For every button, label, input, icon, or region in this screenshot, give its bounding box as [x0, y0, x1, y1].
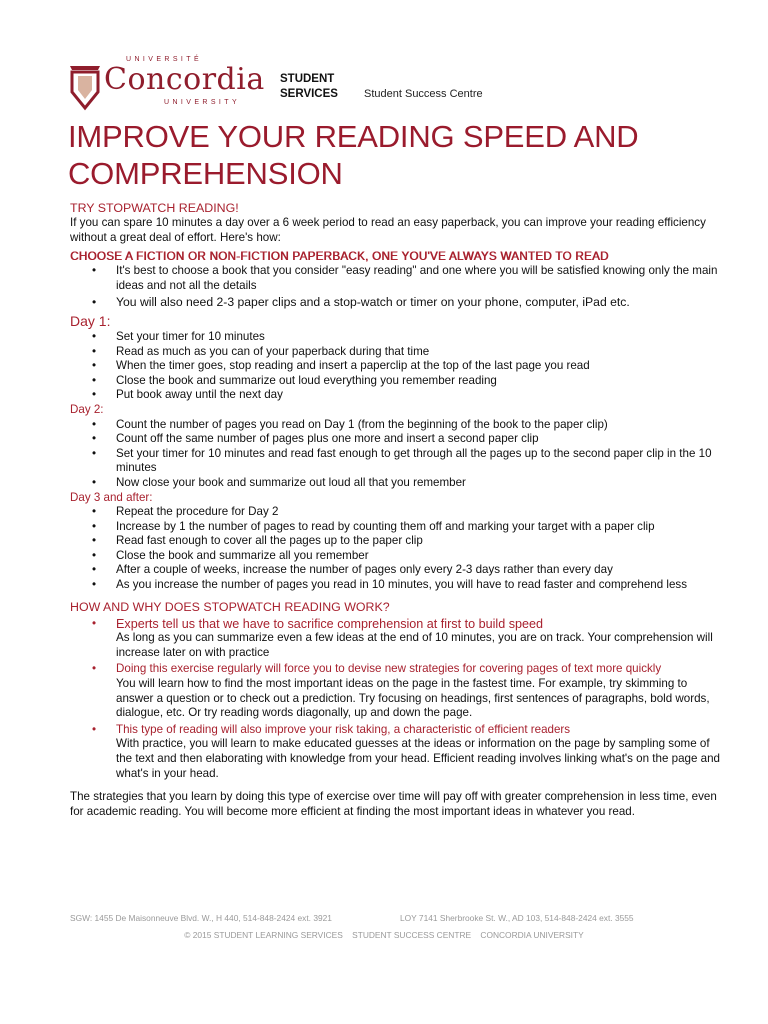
bullet: •: [92, 329, 97, 343]
logo-top-text: UNIVERSITÉ: [126, 56, 203, 63]
concordia-crest-icon: [68, 62, 102, 112]
footer-copyright: © 2015 STUDENT LEARNING SERVICES STUDENT SUCCESS CENTRE CONCORDIA UNIVERSITY: [184, 930, 584, 940]
list-item-text: Count off the same number of pages plus one more and insert a second paper clip: [116, 432, 539, 446]
choose-heading: CHOOSE A FICTION OR NON-FICTION PAPERBACK, ONE YOU'VE ALWAYS WANTED TO READ: [70, 250, 609, 264]
day3-heading: Day 3 and after:: [70, 490, 153, 504]
list-item: [70, 617, 720, 661]
bullet: •: [92, 662, 97, 676]
list-item-text: Increase by 1 the number of pages to read by counting them off and marking your target with a paper clip: [116, 519, 655, 533]
student-services-label: [280, 72, 338, 102]
bullet: •: [92, 417, 97, 431]
day2-heading: Day 2:: [70, 402, 104, 416]
list-item-text: Set your timer for 10 minutes: [116, 329, 265, 343]
list-item: [70, 359, 720, 374]
list-item: [70, 374, 720, 389]
list-item: [70, 534, 720, 549]
closing-paragraph: The strategies that you learn by doing this type of exercise over time will pay off with greater comprehension in less time, even for academic reading. You will become more efficient at finding the most important ideas in whatever you read.: [70, 790, 717, 818]
logo-bottom-text: UNIVERSITY: [164, 99, 241, 106]
bullet: •: [92, 344, 97, 358]
page-title: IMPROVE YOUR READING SPEED AND COMPREHENSION: [68, 119, 639, 191]
why-point: Experts tell us that we have to sacrifice comprehension at first to build speed: [116, 616, 544, 631]
concordia-logo: [68, 56, 268, 116]
list-item-text: After a couple of weeks, increase the number of pages only every 2-3 days rather than every day: [116, 563, 613, 577]
services-line-2: SERVICES: [280, 88, 338, 100]
why-heading: HOW AND WHY DOES STOPWATCH READING WORK?: [70, 599, 390, 614]
list-item-text: You will also need 2-3 paper clips and a stop-watch or timer on your phone, computer, iPad etc.: [116, 295, 630, 310]
bullet: •: [92, 373, 97, 387]
intro-text: If you can spare 10 minutes a day over a 6 week period to read an easy paperback, you can improve your reading efficiency without a great deal of effort. Here's how:: [70, 216, 706, 244]
footer-sgw-address: SGW: 1455 De Maisonneuve Blvd. W., H 440, 514-848-2424 ext. 3921: [70, 913, 332, 923]
list-item: [70, 476, 720, 491]
list-item: [70, 662, 720, 720]
bullet: •: [92, 616, 97, 630]
why-point: Doing this exercise regularly will force you to devise new strategies for covering pages of text more quickly: [116, 662, 662, 676]
bullet: •: [92, 563, 97, 577]
list-item: [70, 578, 720, 593]
document-body: [70, 200, 720, 819]
bullet: •: [92, 264, 97, 278]
why-point: This type of reading will also improve your risk taking, a characteristic of efficient readers: [116, 722, 571, 736]
bullet: •: [92, 475, 97, 489]
services-line-1: STUDENT: [280, 73, 335, 85]
list-item-text: As you increase the number of pages you read in 10 minutes, you will have to read faster and comprehend less: [116, 578, 687, 592]
list-item: [70, 295, 720, 310]
why-detail: You will learn how to find the most important ideas on the page in the fastest time. For example, try skimming to answer a question or to check out a prediction. Try focusing on headings, first sentences of paragraphs, bold words, dialogue, etc. Or try reading words diagonally, up and down the page.: [116, 677, 710, 720]
list-item-text: It's best to choose a book that you consider "easy reading" and one where you will be satisfied knowing only the main ideas and not all the details: [116, 264, 718, 292]
bullet: •: [92, 548, 97, 562]
bullet: •: [92, 388, 97, 402]
list-item: [70, 345, 720, 360]
list-item-text: Now close your book and summarize out loud all that you remember: [116, 475, 466, 489]
list-item: [70, 549, 720, 564]
bullet: •: [92, 505, 97, 519]
bullet: •: [92, 359, 97, 373]
list-item-text: Read fast enough to cover all the pages up to the paper clip: [116, 534, 423, 548]
list-item-text: Close the book and summarize out loud everything you remember reading: [116, 373, 497, 387]
why-detail: With practice, you will learn to make educated guesses at the ideas or information on the page by sampling some of the text and then elaborating with knowledge from your head. Efficient reading involves linking what's on the page and what's in your head.: [116, 737, 720, 780]
intro-heading: TRY STOPWATCH READING!: [70, 201, 239, 215]
bullet: •: [92, 295, 97, 310]
list-item: [70, 330, 720, 345]
list-item: [70, 264, 720, 293]
why-detail: As long as you can summarize even a few ideas at the end of 10 minutes, you are on track. Your comprehension will increase later on with practice: [116, 631, 713, 659]
list-item: [70, 520, 720, 535]
day2-list: [70, 418, 720, 491]
list-item: [70, 432, 720, 447]
list-item: [70, 563, 720, 578]
bullet: •: [92, 432, 97, 446]
list-item-text: Set your timer for 10 minutes and read fast enough to get through all the pages up to the second paper clip in the 10 minutes: [116, 446, 712, 475]
list-item: [70, 418, 720, 433]
bullet: •: [92, 446, 97, 460]
list-item: [70, 388, 720, 403]
bullet: •: [92, 578, 97, 592]
bullet: •: [92, 534, 97, 548]
list-item: [70, 723, 720, 781]
footer-loy-address: LOY 7141 Sherbrooke St. W., AD 103, 514-848-2424 ext. 3555: [400, 913, 634, 923]
why-list: [70, 617, 720, 782]
list-item-text: When the timer goes, stop reading and insert a paperclip at the top of the last page you read: [116, 359, 590, 373]
list-item: [70, 505, 720, 520]
list-item-text: Read as much as you can of your paperback during that time: [116, 344, 430, 358]
list-item-text: Put book away until the next day: [116, 388, 283, 402]
bullet: •: [92, 519, 97, 533]
list-item-text: Close the book and summarize all you remember: [116, 548, 369, 562]
day3-list: [70, 505, 720, 593]
success-centre-label: Student Success Centre: [364, 88, 483, 100]
logo-name: Concordia: [104, 62, 265, 97]
list-item: [70, 447, 720, 476]
day1-heading: Day 1:: [70, 312, 111, 329]
choose-list: [70, 264, 720, 310]
list-item-text: Repeat the procedure for Day 2: [116, 505, 279, 519]
list-item-text: Count the number of pages you read on Day 1 (from the beginning of the book to the paper clip): [116, 417, 608, 431]
bullet: •: [92, 722, 97, 736]
day1-list: [70, 330, 720, 403]
